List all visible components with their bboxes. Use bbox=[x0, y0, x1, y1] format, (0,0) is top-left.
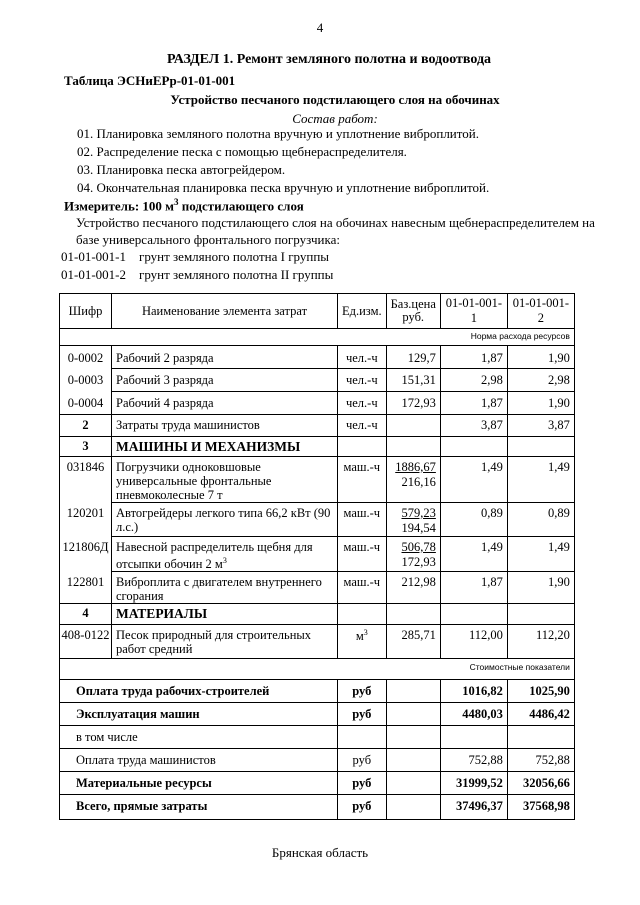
table-cell: 1,90 bbox=[507, 392, 574, 415]
table-row bbox=[60, 503, 575, 537]
variant-item bbox=[61, 266, 333, 284]
group-row bbox=[60, 437, 575, 457]
total-row bbox=[60, 703, 575, 726]
table-cell: 129,7 bbox=[386, 346, 440, 369]
table-cell: 4480,03 bbox=[440, 703, 507, 726]
total-row bbox=[60, 680, 575, 703]
header-variant-2: 01-01-001-2 bbox=[507, 294, 574, 329]
total-row bbox=[60, 795, 575, 820]
table-cell: 3,87 bbox=[440, 415, 507, 437]
table-cell: 0-0002 bbox=[60, 346, 112, 369]
table-cell: грунт земляного полотна I группы bbox=[139, 249, 330, 264]
table-cell: 212,98 bbox=[386, 572, 440, 604]
table-cell: 3,87 bbox=[507, 415, 574, 437]
table-row bbox=[60, 369, 575, 392]
table-cell: 37496,37 bbox=[440, 795, 507, 820]
table-cell: 1,49 bbox=[507, 537, 574, 572]
table-cell: 408-0122 bbox=[60, 625, 112, 659]
table-cell: 1,90 bbox=[507, 346, 574, 369]
table-header-row bbox=[60, 294, 575, 329]
table-cell: 2,98 bbox=[507, 369, 574, 392]
table-cell: 0-0003 bbox=[60, 369, 112, 392]
table-cell: Измеритель: 100 м bbox=[64, 198, 175, 214]
table-cell: 3 bbox=[174, 197, 179, 207]
work-list bbox=[77, 125, 489, 197]
table-row bbox=[60, 572, 575, 604]
table-cell: 3 bbox=[222, 556, 227, 565]
table-cell: руб bbox=[338, 749, 387, 772]
table-cell: 1886,67 bbox=[395, 460, 436, 474]
table-cell: 122801 bbox=[60, 572, 112, 604]
table-cell: 0,89 bbox=[507, 503, 574, 537]
table-cell: руб bbox=[338, 680, 387, 703]
header-name: Наименование элемента затрат bbox=[112, 294, 338, 329]
group-row bbox=[60, 604, 575, 625]
meter bbox=[64, 197, 304, 214]
description: Устройство песчаного подстилающего слоя на обочинах навесным щебнераспределителем на базе универсального фронтального погрузчика: bbox=[76, 215, 595, 247]
table-cell: чел.-ч bbox=[338, 415, 387, 437]
table-cell: чел.-ч bbox=[338, 346, 387, 369]
table-cell: 2 bbox=[60, 415, 112, 437]
table-cell: 752,88 bbox=[440, 749, 507, 772]
table-cell: 01-01-001-1 bbox=[61, 249, 126, 264]
table-cell: подстилающего слоя bbox=[178, 198, 304, 214]
table-row bbox=[60, 392, 575, 415]
table-cell: Автогрейдеры легкого типа 66,2 кВт (90 л.с.) bbox=[112, 503, 338, 537]
table-row bbox=[60, 457, 575, 503]
table-cell: 121806Д bbox=[60, 537, 112, 572]
table-cell: 579,23 bbox=[401, 506, 436, 520]
cost-label: Стоимостные показатели bbox=[60, 659, 575, 680]
table-cell: 151,31 bbox=[386, 369, 440, 392]
work-item: 03. Планировка песка автогрейдером. bbox=[77, 162, 286, 177]
table-cell: 0,89 bbox=[440, 503, 507, 537]
table-cell: маш.-ч bbox=[338, 457, 387, 503]
work-item: 01. Планировка земляного полотна вручную и уплотнение виброплитой. bbox=[77, 126, 479, 141]
table-cell: 32056,66 bbox=[507, 772, 574, 795]
table-cell: 4 bbox=[60, 604, 112, 625]
group-row bbox=[60, 415, 575, 437]
total-row bbox=[60, 726, 575, 749]
table-cell: в том числе bbox=[60, 726, 338, 749]
table-cell: Песок природный для строительных работ средний bbox=[112, 625, 338, 659]
page-number: 4 bbox=[316, 20, 324, 35]
table-cell: МАТЕРИАЛЫ bbox=[112, 604, 338, 625]
table-cell: руб bbox=[338, 772, 387, 795]
table-cell: 1,90 bbox=[507, 572, 574, 604]
table-title: Устройство песчаного подстилающего слоя на обочинах bbox=[170, 92, 500, 107]
table-cell: 4486,42 bbox=[507, 703, 574, 726]
table-cell: Оплата труда рабочих-строителей bbox=[60, 680, 338, 703]
table-cell: Оплата труда машинистов bbox=[60, 749, 338, 772]
table-cell: 031846 bbox=[60, 457, 112, 503]
work-item: 02. Распределение песка с помощью щебнераспределителя. bbox=[77, 144, 407, 159]
table-cell: Погрузчики одноковшовые универсальные фронтальные пневмоколесные 7 т bbox=[112, 457, 338, 503]
table-cell: МАШИНЫ И МЕХАНИЗМЫ bbox=[112, 437, 338, 457]
table-cell: 216,16 bbox=[401, 475, 436, 489]
table-cell: 194,54 bbox=[401, 521, 436, 535]
table-cell: руб bbox=[338, 703, 387, 726]
table-cell: Рабочий 4 разряда bbox=[112, 392, 338, 415]
table-cell: 1025,90 bbox=[507, 680, 574, 703]
table-cell: 01-01-001-2 bbox=[61, 267, 126, 282]
table-code: Таблица ЭСНиЕРр-01-01-001 bbox=[64, 73, 236, 88]
table-cell: Рабочий 3 разряда bbox=[112, 369, 338, 392]
table-cell: 172,93 bbox=[386, 392, 440, 415]
section-title: РАЗДЕЛ 1. Ремонт земляного полотна и водоотвода bbox=[166, 52, 492, 67]
table-cell: 285,71 bbox=[386, 625, 440, 659]
cost-table bbox=[59, 293, 575, 820]
table-cell: маш.-ч bbox=[338, 537, 387, 572]
table-cell: 2,98 bbox=[440, 369, 507, 392]
norm-label: Норма расхода ресурсов bbox=[60, 329, 575, 346]
table-cell: маш.-ч bbox=[338, 572, 387, 604]
table-row bbox=[60, 537, 575, 572]
table-cell: 1,49 bbox=[507, 457, 574, 503]
table-cell: м bbox=[355, 629, 364, 644]
composition-label: Состав работ: bbox=[292, 111, 378, 126]
total-row bbox=[60, 772, 575, 795]
table-cell: Навесной распределитель щебня для отсыпки обочин 2 м bbox=[116, 540, 313, 572]
table-cell: 112,00 bbox=[440, 625, 507, 659]
table-cell: Всего, прямые затраты bbox=[60, 795, 338, 820]
work-item: 04. Окончательная планировка песка вручную и уплотнение виброплитой. bbox=[77, 180, 490, 195]
table-cell: 1016,82 bbox=[440, 680, 507, 703]
table-cell: 1,87 bbox=[440, 572, 507, 604]
table-cell: Эксплуатация машин bbox=[60, 703, 338, 726]
variants bbox=[61, 248, 333, 284]
table-cell: 1,49 bbox=[440, 537, 507, 572]
table-cell: Рабочий 2 разряда bbox=[112, 346, 338, 369]
header-code: Шифр bbox=[60, 294, 112, 329]
table-cell: 37568,98 bbox=[507, 795, 574, 820]
table-cell: 506,78 bbox=[401, 540, 436, 554]
table-cell: 1,87 bbox=[440, 392, 507, 415]
header-variant-1: 01-01-001-1 bbox=[440, 294, 507, 329]
table-cell: Материальные ресурсы bbox=[60, 772, 338, 795]
table-cell: 1,87 bbox=[440, 346, 507, 369]
footer-region: Брянская область bbox=[271, 845, 369, 860]
variant-item bbox=[61, 248, 333, 266]
table-cell: грунт земляного полотна II группы bbox=[139, 267, 334, 282]
table-cell: 752,88 bbox=[507, 749, 574, 772]
table-cell: 3 bbox=[60, 437, 112, 457]
table-row bbox=[60, 346, 575, 369]
header-unit: Ед.изм. bbox=[338, 294, 387, 329]
table-cell: 120201 bbox=[60, 503, 112, 537]
table-cell: чел.-ч bbox=[338, 392, 387, 415]
table-cell: 3 bbox=[363, 628, 368, 638]
table-cell: Затраты труда машинистов bbox=[112, 415, 338, 437]
total-row bbox=[60, 749, 575, 772]
table-cell: руб bbox=[338, 795, 387, 820]
table-cell: 172,93 bbox=[401, 555, 436, 569]
table-cell: 0-0004 bbox=[60, 392, 112, 415]
header-price: Баз.цена руб. bbox=[386, 294, 440, 329]
table-cell: чел.-ч bbox=[338, 369, 387, 392]
table-cell: 31999,52 bbox=[440, 772, 507, 795]
table-cell: 112,20 bbox=[507, 625, 574, 659]
table-row bbox=[60, 625, 575, 659]
table-cell: маш.-ч bbox=[338, 503, 387, 537]
table-cell: Виброплита с двигателем внутреннего сгорания bbox=[112, 572, 338, 604]
table-cell: 1,49 bbox=[440, 457, 507, 503]
